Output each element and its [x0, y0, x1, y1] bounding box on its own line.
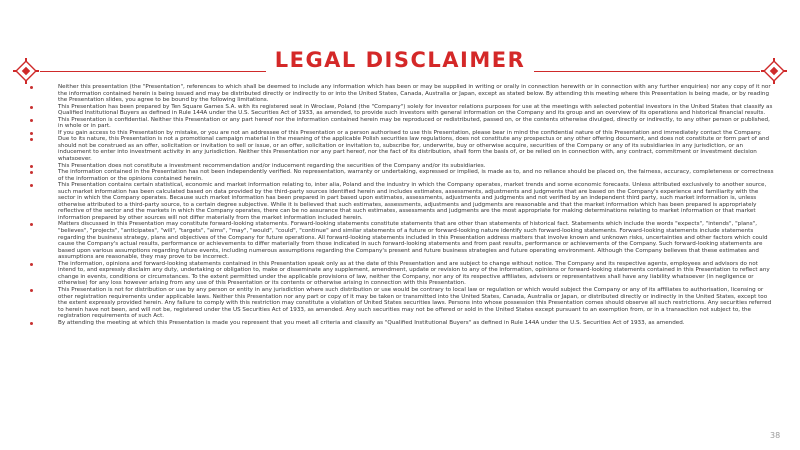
bullet-icon — [30, 171, 33, 174]
list-item — [30, 221, 774, 260]
list-item-text: Due to its nature, this Presentation is not a promotional campaign material in the meaning of the applicable Polish securities law regulations, does not constitute any prospectus or any other offering document, and does not constitute or form part of and should not be construed as an offer, solicitation or invitation to sell or issue, or an offer, solicitation or invitation to, subscribe for, underwrite, buy or otherwise acquire, securities of the Company or any of its subsidiaries in any jurisdiction, or an inducement to enter into investment activity in any jurisdiction. Neither this Presentation nor any part hereof, nor the fact of its distribution, shall form the basis of, or be relied on in connection with, any contract, commitment or investment decision whatsoever. — [58, 136, 770, 163]
list-item — [30, 287, 774, 320]
bullet-icon — [30, 86, 33, 89]
list-item-text: Neither this presentation (the "Presentation", references to which shall be deemed to include any information which has been or may be supplied in writing or orally in connection herewith or in connection with any further enquiries) nor any copy of it nor the information contained herein is being issued and may be distributed directly or indirectly to or into the United States, Canada, Australia or Japan, except as stated below. By attending this meeting where this Presentation is being made, or by reading the Presentation slides, you agree to be bound by the following limitations. — [58, 84, 771, 104]
list-item — [30, 320, 774, 327]
list-item-text: The information, opinions and forward-looking statements contained in this Presentation speak only as at the date of this Presentation and are subject to change without notice. The Company and its respective agents, employees and advisors do not intend to, and expressly disclaim any duty, undertaking or obligation to, make or disseminate any supplement, amendment, update or revision to any of the information, opinions or forward-looking statements contained in this Presentation to reflect any change in events, conditions or circumstances. To the extent permitted under the applicable provisions of law, neither the Company, nor any of its respective affiliates, advisers or representatives shall have any liability whatsoever (in negligence or otherwise) for any loss however arising from any use of this Presentation or its contents or otherwise arising in connection with this Presentation. — [58, 260, 770, 287]
list-item-text: This Presentation contains certain statistical, economic and market information relating to, inter alia, Poland and the industry in which the Company operates, market trends and some economic forecasts. Unless attributed exclusively to another source, such market information has been calculated based on data provided by the third-party sources identified herein and includes estimates, assessments, adjustments and judgments that are based on the Company's experience and familiarity with the sector in which the Company operates. Because such market information has been prepared in part based upon estimates, assessments, adjustments and judgments and not verified by an independent third party, such market information is, unless otherwise attributed to a third-party source, to a certain degree subjective. While it is believed that such estimates, assessments, adjustments and judgments are reasonable and that the market information which has been prepared is appropriately reflective of the sector and the markets in which the Company operates, there can be no assurance that such estimates, assessments and judgments are the most appropriate for making determinations relating to market information or that market information prepared by other sources will not differ materially from the market information included herein. — [58, 182, 767, 221]
list-item — [30, 169, 774, 182]
list-item-text: The information contained in the Presentation has not been independently verified. No representation, warranty or undertaking, expressed or implied, is made as to, and no reliance should be placed on, the fairness, accuracy, completeness or correctness of the information or the opinions contained herein. — [58, 169, 774, 182]
disclaimer-body — [30, 84, 774, 326]
bullet-icon — [30, 263, 33, 266]
bullet-icon — [30, 165, 33, 168]
list-item — [30, 261, 774, 287]
list-item-text: This Presentation does not constitute a investment recommendation and/or inducement regarding the securities of the Company and/or its subsidiaries. — [58, 162, 486, 169]
bullet-icon — [30, 119, 33, 122]
list-item — [30, 136, 774, 162]
bullet-icon — [30, 106, 33, 109]
list-item — [30, 117, 774, 130]
bullet-icon — [30, 132, 33, 135]
bullet-icon — [30, 138, 33, 141]
list-item-text: By attending the meeting at which this Presentation is made you represent that you meet all criteria and classify as "Qualified Institutional Buyers" as defined in Rule 144A under the U.S. Securities Act of 1933, as amended. — [58, 319, 685, 326]
list-item — [30, 84, 774, 104]
bullet-icon — [30, 322, 33, 325]
bullet-icon — [30, 223, 33, 226]
list-item — [30, 182, 774, 221]
list-item-text: This Presentation has been prepared by Ten Square Games S.A. with its registered seat in Wroclaw, Poland (the "Company") solely for investor relations purposes for use at the meetings with selected potential investors in the United States that classify as Qualified Institutional Buyers as defined in Rule 144A under the U.S. Securities Act of 1933, as amended, to provide such investors with general information on the Company and its group and an overview of its operations and historical financial results. — [58, 103, 773, 117]
disclaimer-list — [30, 84, 774, 326]
bullet-icon — [30, 289, 33, 292]
list-item-text: This Presentation is not for distribution or use by any person or entity in any jurisdiction where such distribution or use would be contrary to local law or regulation or which would subject the Company or any of its affiliates to authorisation, licensing or other registration requirements under applicable laws. Neither this Presentation nor any part or copy of it may be taken or transmitted into the United States, Canada, Australia or Japan, or distributed directly or indirectly in the United States, except too the extent expressly provided herein. Any failure to comply with this restriction may constitute a violation of United States securities laws. Persons into whose possession this Presentation comes should observe all such restrictions. Any securities referred to herein have not been, and will not be, registered under the US Securities Act of 1933, as amended. Any such securities may not be offered or sold in the United States except pursuant to an exemption from, or in a transaction not subject to, the registration requirements of such Act. — [58, 286, 772, 320]
page-title: LEGAL DISCLAIMER — [274, 48, 526, 72]
list-item-text: This Presentation is confidential. Neither this Presentation or any part hereof nor the information contained herein may be reproduced or redistributed, passed on, or the contents otherwise divulged, directly or indirectly, to any other person or published, in whole or in part. — [58, 116, 770, 130]
list-item-text: If you gain access to this Presentation by mistake, or you are not an addressee of this Presentation or a person authorised to use this Presentation, please bear in mind the confidential nature of this Presentation and immediately contact the Company. — [58, 129, 762, 136]
list-item-text: Matters discussed in this Presentation may constitute forward-looking statements. Forward-looking statements constitute statements that are other than statements of historical fact. Statements which include the words "expects", "intends", "plans", "believes", "projects", "anticipates", "will", "targets", "aims", "may", "would", "could", "continue" and similar statements of a future or forward-looking nature identify such forward-looking statements. Forward-looking statements include statements regarding the business strategy, plans and objectives of the Company for future operations. All forward-looking statements included in this Presentation address matters that involve known and unknown risks, uncertainties and other factors which could cause the Company's actual results, performance or achievements to differ materially from those indicated in such forward-looking statements and from past results, performance or achievements of the Company. Such forward-looking statements are based upon various assumptions regarding future events, including numerous assumptions regarding the Company's present and future business strategies and future operating environment. Although the Company believes that these estimates and assumptions are reasonable, they may prove to be incorrect. — [58, 221, 768, 261]
list-item — [30, 104, 774, 117]
page-number: 38 — [770, 431, 781, 440]
bullet-icon — [30, 184, 33, 187]
